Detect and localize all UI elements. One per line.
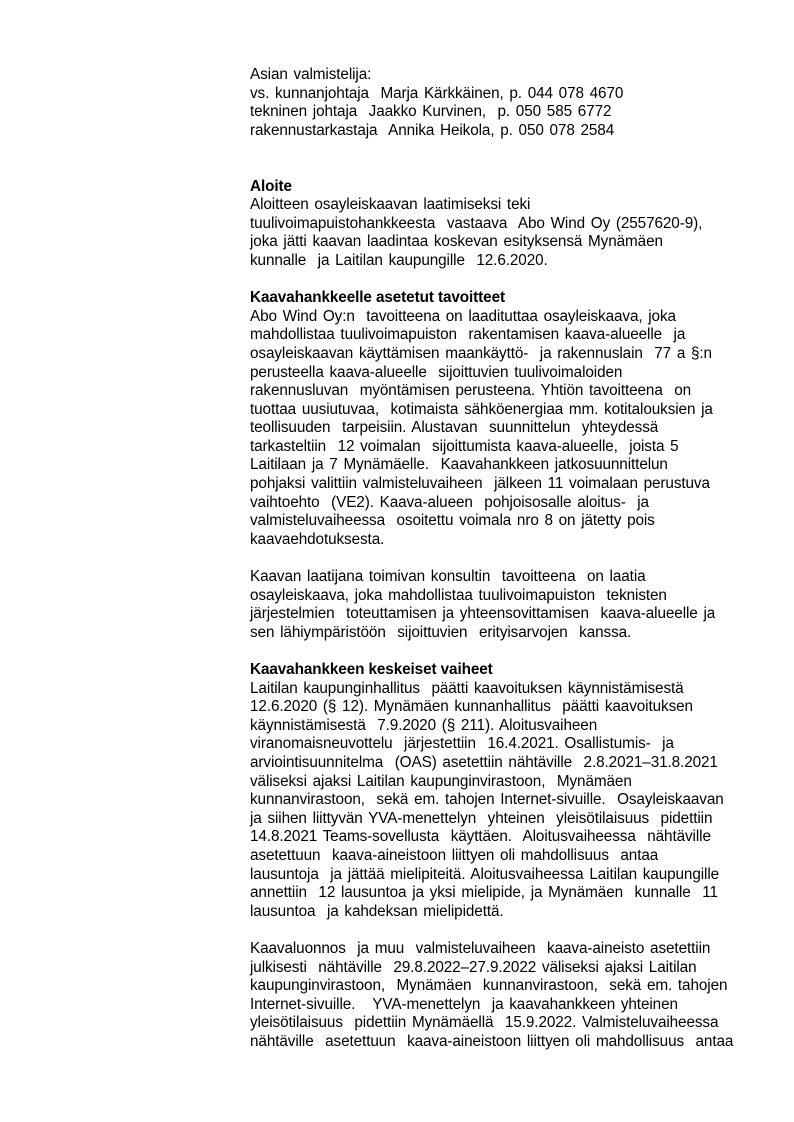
text-line: osayleiskaavan käyttämisen maankäyttö- ja rakennuslain 77 a §:n: [250, 344, 712, 362]
text-line: Laitilan kaupunginhallitus päätti kaavoituksen käynnistämisestä: [250, 679, 684, 697]
text-line: Kaavaluonnos ja muu valmisteluvaiheen kaava-aineisto asetettiin: [250, 939, 711, 957]
text-line: kaupunginvirastoon, Mynämäen kunnanvirastoon, sekä em. tahojen: [250, 977, 728, 995]
text-line: asetettuun kaava-aineistoon liittyen oli mahdollisuus antaa: [250, 846, 659, 864]
text-line: rakennusluvan myöntämisen perusteena. Yhtiön tavoitteena on: [250, 382, 692, 400]
section-heading: Kaavahankkeelle asetetut tavoitteet: [250, 289, 505, 307]
section-heading: Kaavahankkeen keskeiset vaiheet: [250, 661, 493, 678]
text-line: kunnalle ja Laitilan kaupungille 12.6.2020.: [250, 251, 548, 269]
text-line: pohjaksi valittiin valmisteluvaiheen jälkeen 11 voimalaan perustuva: [250, 475, 710, 493]
text-line: tuottaa uusiutuvaa, kotimaista sähköenergiaa mm. kotitalouksien ja: [250, 400, 713, 418]
text-line: valmisteluvaiheessa osoitettu voimala nro 8 on jätetty pois: [250, 512, 655, 530]
text-line: väliseksi ajaksi Laitilan kaupunginvirastoon, Mynämäen: [250, 772, 632, 790]
text-line: tarkasteltiin 12 voimalan sijoittumista kaava-alueelle, joista 5: [250, 437, 679, 455]
paragraph: [250, 308, 750, 550]
text-line: kaavaehdotuksesta.: [250, 530, 385, 548]
text-line: mahdollistaa tuulivoimapuiston rakentamisen kaava-alueelle ja: [250, 326, 686, 344]
document-page: [250, 66, 750, 1051]
text-line: Laitilaan ja 7 Mynämäelle. Kaavahankkeen jatkosuunnittelun: [250, 456, 668, 474]
preparers-block: [250, 66, 750, 140]
text-line: osayleiskaava, joka mahdollistaa tuulivoimapuiston teknisten: [250, 586, 667, 604]
section-tavoitteet: [250, 289, 750, 642]
preparer-line: vs. kunnanjohtaja Marja Kärkkäinen, p. 044 078 4670: [250, 84, 624, 102]
paragraph: [250, 940, 750, 1052]
text-line: vaihtoehto (VE2). Kaava-alueen pohjoisosalle aloitus- ja: [250, 493, 649, 511]
text-line: käynnistämisestä 7.9.2020 (§ 211). Aloitusvaiheen: [250, 716, 598, 734]
text-line: tuulivoimapuistohankkeesta vastaava Abo Wind Oy (2557620-9),: [250, 214, 703, 232]
spacer: [250, 921, 750, 940]
text-line: teollisuuden tarpeisiin. Alustavan suunnittelun yhteydessä: [250, 419, 659, 437]
paragraph: [250, 680, 750, 922]
text-line: joka jätti kaavan laadintaa koskevan esityksensä Mynämäen: [250, 233, 663, 251]
text-line: 14.8.2021 Teams-sovellusta käyttäen. Aloitusvaiheessa nähtäville: [250, 828, 711, 846]
text-line: ja siihen liittyvän YVA-menettelyn yhteinen yleisötilaisuus pidettiin: [250, 809, 713, 827]
spacer: [250, 642, 750, 661]
preparer-line: rakennustarkastaja Annika Heikola, p. 050 078 2584: [250, 121, 615, 139]
text-line: lausuntoa ja kahdeksan mielipidettä.: [250, 902, 504, 920]
text-line: lausuntoja ja jättää mielipiteitä. Aloitusvaiheessa Laitilan kaupungille: [250, 865, 720, 883]
text-line: Aloitteen osayleiskaavan laatimiseksi teki: [250, 196, 531, 214]
text-line: annettiin 12 lausuntoa ja yksi mielipide, ja Mynämäen kunnalle 11: [250, 884, 718, 902]
paragraph: [250, 568, 750, 642]
text-line: Kaavan laatijana toimivan konsultin tavoitteena on laatia: [250, 568, 646, 586]
preparers-title: Asian valmistelija:: [250, 66, 372, 83]
section-vaiheet: [250, 661, 750, 1051]
text-line: järjestelmien toteuttamisen ja yhteensovittamisen kaava-alueelle ja: [250, 605, 716, 623]
section-heading: Aloite: [250, 177, 292, 195]
paragraph: [250, 196, 750, 270]
spacer: [250, 271, 750, 290]
text-line: sen lähiympäristöön sijoittuvien erityisarvojen kanssa.: [250, 623, 632, 641]
text-line: julkisesti nähtäville 29.8.2022–27.9.2022 väliseksi ajaksi Laitilan: [250, 958, 697, 976]
text-line: Abo Wind Oy:n tavoitteena on laadituttaa osayleiskaava, joka: [250, 307, 676, 325]
text-line: perusteella kaava-alueelle sijoittuvien tuulivoimaloiden: [250, 363, 623, 381]
text-line: viranomaisneuvottelu järjestettiin 16.4.2021. Osallistumis- ja: [250, 735, 674, 753]
text-line: 12.6.2020 (§ 12). Mynämäen kunnanhallitus päätti kaavoituksen: [250, 698, 693, 716]
text-line: yleisötilaisuus pidettiin Mynämäellä 15.9.2022. Valmisteluvaiheessa: [250, 1014, 719, 1032]
section-aloite: [250, 178, 750, 271]
text-line: nähtäville asetettuun kaava-aineistoon liittyen oli mahdollisuus antaa: [250, 1032, 734, 1050]
text-line: kunnanvirastoon, sekä em. tahojen Internet-sivuille. Osayleiskaavan: [250, 791, 724, 809]
text-line: arviointisuunnitelma (OAS) asetettiin nähtäville 2.8.2021–31.8.2021: [250, 753, 718, 771]
spacer: [250, 140, 750, 177]
text-line: Internet-sivuille. YVA-menettelyn ja kaavahankkeen yhteinen: [250, 995, 678, 1013]
spacer: [250, 549, 750, 568]
preparer-line: tekninen johtaja Jaakko Kurvinen, p. 050 585 6772: [250, 103, 612, 121]
